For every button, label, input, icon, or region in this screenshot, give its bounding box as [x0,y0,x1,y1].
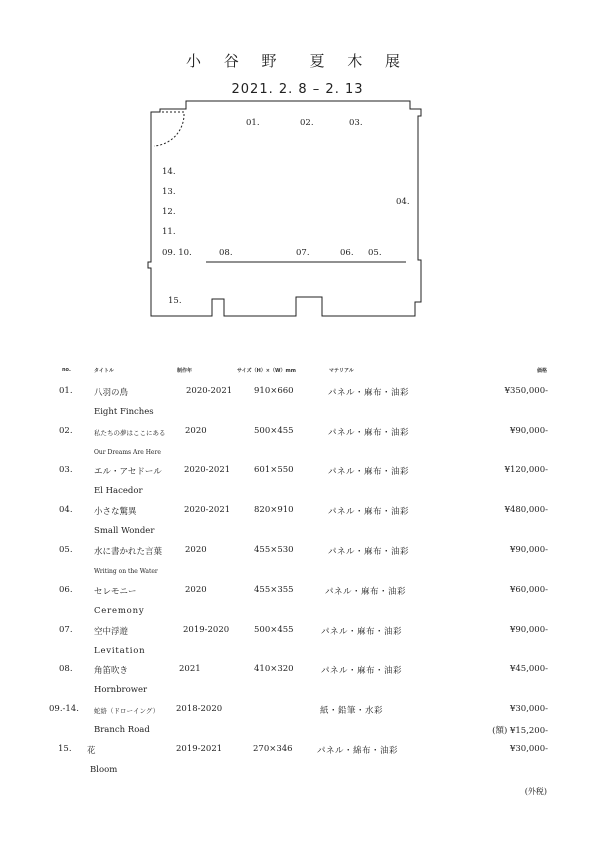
artwork-title-ja: 空中浮遊 [94,627,129,637]
artwork-material: パネル・麻布・油彩 [328,507,410,517]
artwork-price: ¥350,000- [504,386,548,396]
col-header-price: 価格 [536,368,547,374]
artwork-title-ja: 小さな驚異 [94,507,137,517]
plan-label-08: 08. [219,248,233,258]
artwork-no: 03. [59,465,73,475]
artwork-title-en: Writing on the Water [94,568,158,575]
artwork-title-ja: セレモニー [94,587,137,597]
artwork-no: 08. [59,664,73,674]
artwork-material: パネル・麻布・油彩 [321,627,403,637]
plan-label-02: 02. [300,118,314,128]
floor-plan [0,0,595,360]
artwork-year: 2021 [179,664,201,674]
artwork-title-ja: 角笛吹き [94,666,129,676]
artwork-year: 2020-2021 [184,465,231,475]
plan-label-13: 13. [162,187,176,197]
artwork-no: 01. [59,386,73,396]
artwork-year: 2020 [185,585,207,595]
artwork-title-en: Levitation [94,646,146,656]
artwork-price: ¥90,000- [509,426,548,436]
artwork-size: 455×530 [254,545,294,555]
artwork-row [0,742,595,782]
artwork-row [0,384,595,424]
artwork-size: 270×346 [253,744,293,754]
artwork-row [0,702,595,742]
artwork-row [0,583,595,623]
artwork-size: 910×660 [254,386,294,396]
artwork-title-en: Ceremony [94,606,145,616]
artwork-title-ja: 花 [87,746,96,756]
artwork-title-en: Bloom [90,765,118,775]
artwork-material: パネル・麻布・油彩 [325,587,407,597]
plan-label-09-10: 09. 10. [162,248,192,258]
artwork-material: パネル・麻布・油彩 [328,467,410,477]
plan-label-05: 05. [368,248,382,258]
artwork-year: 2020-2021 [184,505,231,515]
plan-label-11: 11. [162,227,176,237]
artwork-row [0,424,595,464]
plan-label-03: 03. [349,118,363,128]
artwork-material: 紙・鉛筆・水彩 [320,706,384,716]
artwork-title-ja: エル・アセドール [94,467,162,477]
plan-label-07: 07. [296,248,310,258]
artwork-title-ja: 私たちの夢はここにある [94,429,166,437]
artwork-no: 06. [59,585,73,595]
artwork-year: 2020 [185,545,207,555]
artwork-title-ja: 八羽の鳥 [94,388,129,398]
plan-label-15: 15. [168,296,182,306]
col-header-material: マテリアル [329,368,354,374]
plan-label-14: 14. [162,167,176,177]
artwork-size: 410×320 [254,664,294,674]
artwork-title-en: El Hacedor [94,486,143,496]
col-header-year: 制作年 [177,368,193,374]
frame-price: (額) ¥15,200- [492,726,548,736]
artwork-row [0,503,595,543]
artwork-price: ¥90,000- [509,545,548,555]
artwork-material: パネル・麻布・油彩 [328,547,410,557]
door-swing [154,112,184,146]
artwork-material: パネル・麻布・油彩 [328,428,410,438]
artwork-row [0,623,595,663]
artwork-year: 2019-2021 [176,744,223,754]
artwork-material: パネル・綿布・油彩 [317,746,399,756]
artwork-material: パネル・麻布・油彩 [321,666,403,676]
artwork-price: ¥60,000- [509,585,548,595]
gallery-wall-outline [148,101,421,316]
artwork-no: 07. [59,625,73,635]
artwork-price: ¥30,000- [509,704,548,714]
artwork-year: 2019-2020 [183,625,230,635]
artwork-year: 2018-2020 [176,704,223,714]
artwork-size: 500×455 [254,426,294,436]
col-header-size: サイズ（H）×（W）mm [237,368,296,374]
plan-label-06: 06. [340,248,354,258]
plan-label-12: 12. [162,207,176,217]
artwork-size: 500×455 [254,625,294,635]
plan-label-01: 01. [246,118,260,128]
exhibition-dates: 2021. 2. 8 – 2. 13 [231,82,364,97]
artwork-year: 2020 [185,426,207,436]
artwork-title-en: Our Dreams Are Here [94,449,161,456]
artwork-size: 820×910 [254,505,294,515]
artwork-row [0,463,595,503]
artwork-size: 601×550 [254,465,294,475]
artwork-row [0,543,595,583]
artwork-title-ja: 水に書かれた言葉 [94,547,163,557]
exhibition-title: 小 谷 野 夏 木 展 [185,52,410,70]
artwork-price: ¥45,000- [509,664,548,674]
col-header-no: no. [62,367,71,373]
artwork-price: ¥120,000- [504,465,548,475]
artwork-price: ¥30,000- [509,744,548,754]
artwork-no: 02. [59,426,73,436]
artwork-title-en: Hornbrower [94,685,148,695]
artwork-no: 04. [59,505,73,515]
tax-note: (外税) [524,787,547,796]
artwork-title-en: Branch Road [94,725,150,735]
artwork-size: 455×355 [254,585,294,595]
plan-label-04: 04. [396,197,410,207]
col-header-title: タイトル [94,368,114,374]
artwork-row [0,662,595,702]
artwork-no: 05. [59,545,73,555]
artwork-material: パネル・麻布・油彩 [328,388,410,398]
artwork-no: 15. [58,744,72,754]
artwork-title-en: Eight Finches [94,407,154,417]
artwork-title-en: Small Wonder [94,526,155,536]
artwork-no: 09.-14. [49,704,79,714]
artwork-price: ¥90,000- [509,625,548,635]
artwork-price: ¥480,000- [504,505,548,515]
artwork-title-ja: 蛇絡（ドローイング） [94,707,160,715]
artwork-year: 2020-2021 [186,386,233,396]
